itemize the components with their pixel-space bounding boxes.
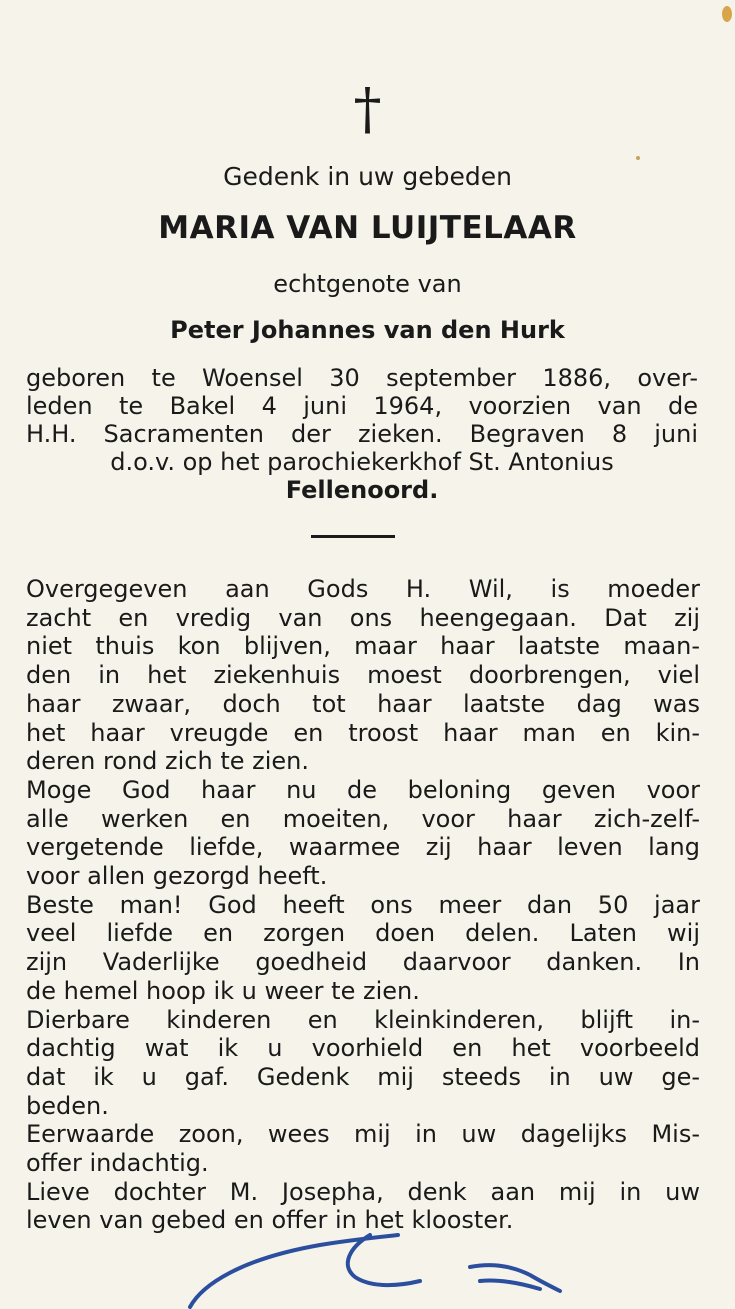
bio-line: leden te Bakel 4 juni 1964, voorzien van de <box>26 392 698 420</box>
text-line: haar zwaar, doch tot haar laatste dag was <box>26 689 700 718</box>
text-line: alle werken en moeiten, voor haar zich-zelf- <box>26 804 700 833</box>
text-line: Overgegeven aan Gods H. Wil, is moeder <box>26 575 700 603</box>
text-line: deren rond zich te zien. <box>26 747 310 776</box>
paper-speck <box>636 156 640 160</box>
text-line: voor allen gezorgd heeft. <box>26 862 328 891</box>
text-line: Dierbare kinderen en kleinkinderen, blijft in- <box>26 1005 700 1034</box>
text-line: de hemel hoop ik u weer te zien. <box>26 976 420 1005</box>
bio-line: d.o.v. op het parochiekerkhof St. Antonius <box>110 448 614 476</box>
bio-line: geboren te Woensel 30 september 1886, over- <box>26 364 698 392</box>
intro-line: Gedenk in uw gebeden <box>223 162 512 191</box>
text-line: leven van gebed en offer in het klooster. <box>26 1206 514 1235</box>
text-line: Eerwaarde zoon, wees mij in uw dagelijks Mis- <box>26 1120 700 1149</box>
text-line: Moge God haar nu de beloning geven voor <box>26 775 700 804</box>
text-line: veel liefde en zorgen doen delen. Laten wij <box>26 919 700 948</box>
text-line: Lieve dochter M. Josepha, denk aan mij in uw <box>26 1177 700 1206</box>
bio-line: H.H. Sacramenten der zieken. Begraven 8 juni <box>26 420 698 448</box>
deceased-name: MARIA VAN LUIJTELAAR <box>158 210 577 246</box>
text-line: zijn Vaderlijke goedheid daarvoor danken. In <box>26 948 700 977</box>
cross-icon: † <box>353 77 382 142</box>
text-line: offer indachtig. <box>26 1149 209 1178</box>
bio-line: Fellenoord. <box>285 476 439 504</box>
text-line: het haar vreugde en troost haar man en kin- <box>26 718 700 747</box>
text-line: den in het ziekenhuis moest doorbrengen, viel <box>26 661 700 690</box>
signature-icon <box>180 1225 580 1309</box>
text-line: beden. <box>26 1091 109 1120</box>
paper-stain <box>722 6 732 22</box>
relation-line: echtgenote van <box>273 270 462 298</box>
text-line: vergetende liefde, waarmee zij haar leven lang <box>26 833 700 862</box>
biography-paragraph <box>26 364 698 504</box>
text-line: niet thuis kon blijven, maar haar laatste maan- <box>26 632 700 661</box>
text-line: Beste man! God heeft ons meer dan 50 jaar <box>26 890 700 919</box>
prayer-text <box>26 575 700 1235</box>
text-line: zacht en vredig van ons heengegaan. Dat zij <box>26 603 700 632</box>
text-line: dat ik u gaf. Gedenk mij steeds in uw ge- <box>26 1062 700 1091</box>
divider-rule <box>311 535 395 538</box>
text-line: dachtig wat ik u voorhield en het voorbeeld <box>26 1034 700 1063</box>
spouse-name: Peter Johannes van den Hurk <box>170 316 565 344</box>
